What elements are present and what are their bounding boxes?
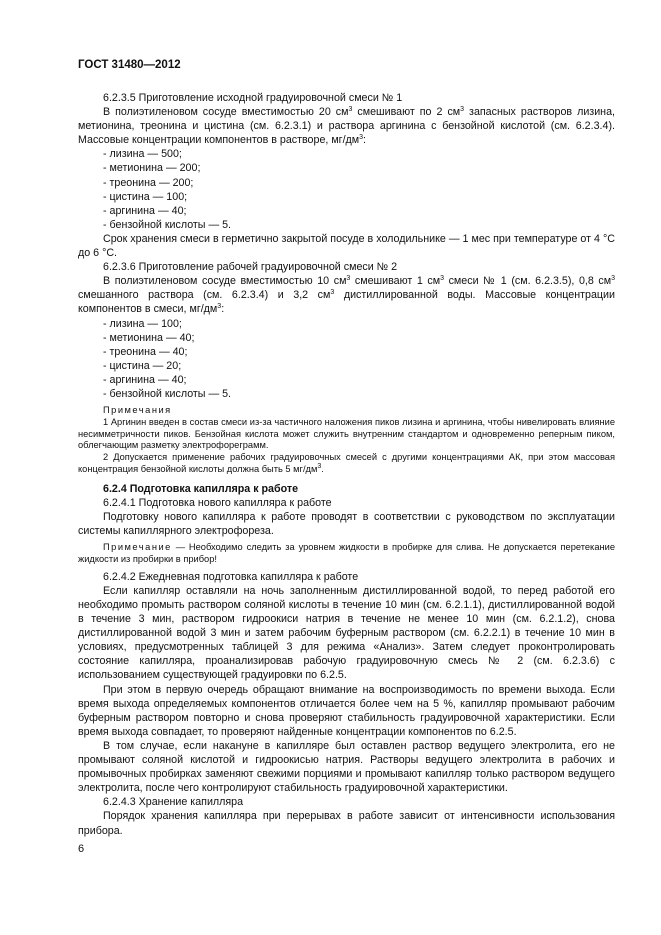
section-6-2-3-5-title: 6.2.3.5 Приготовление исходной градуировочной смеси № 1 [103, 92, 403, 104]
note-2: 2 Допускается применение рабочих градуировочных смесей с другими концентрациями АК, при этом массовая концентрация бензойной кислоты должна быть 5 $мг/дм^3$. [78, 452, 615, 475]
page-content [78, 91, 615, 838]
drain-note: Примечание — Необходимо следить за уровнем жидкости в пробирке для слива. Не допускается перетекание жидкости из пробирки в прибор! [78, 542, 615, 565]
list-item: - аргинина — 40; [103, 373, 187, 386]
list-item: - аргинина — 40; [103, 204, 187, 217]
section-6-2-3-6-title: 6.2.3.6 Приготовление рабочей градуировочной смеси № 2 [103, 261, 398, 274]
section-6-2-4-1-title: 6.2.4.1 Подготовка нового капилляра к работе [103, 496, 332, 509]
section-6-2-4-title: 6.2.4 Подготовка капилляра к работе [103, 482, 299, 495]
section-6-2-4-3-title: 6.2.4.3 Хранение капилляра [103, 796, 244, 809]
list-item: - лизина — 500; [103, 148, 182, 161]
storage-paragraph: Срок хранения смеси в герметично закрытой посуде в холодильнике — 1 мес при температуре от 4 °С до 6 °С. [78, 232, 615, 260]
electrolyte-paragraph: В том случае, если накануне в капилляре был оставлен раствор ведущего электролита, его не промывают соляной кислотой и гидроокисью натрия. Растворы ведущего электролита в рабочих и промывочных пробирках заменяют свежими порциями и промывают капилляр только раствором ведущего электролита, после чего контролируют стабильность градуировочной характеристики. [78, 739, 615, 795]
reproducibility-paragraph: При этом в первую очередь обращают внимание на воспроизводимость по времени выхода. Если время выхода определяемых компонентов отличается более чем на 5 %, капилляр промывают рабочим буферным раствором повторно и снова проверяют стабильность градуировочной характеристики. Если время выхода совпадает, то проверяют найденные концентрации компонентов по 6.2.5. [78, 683, 615, 738]
list-item: - треонина — 40; [103, 345, 188, 358]
list-item: - цистина — 20; [103, 359, 182, 372]
list-item: - треонина — 200; [103, 176, 194, 189]
new-capillary-paragraph: Подготовку нового капилляра к работе проводят в соответствии с руководством по эксплуатации системы капиллярного электрофореза. [78, 511, 615, 538]
page-number: 6 [78, 843, 85, 855]
list-item: - бензойной кислоты — 5. [103, 218, 232, 231]
list-item: - цистина — 100; [103, 190, 188, 203]
list-item: - метионина — 40; [103, 331, 195, 344]
section-6-2-4-2-title: 6.2.4.2 Ежедневная подготовка капилляра к работе [103, 570, 359, 583]
document-header: ГОСТ 31480—2012 [78, 59, 181, 71]
notes-heading: Примечания [103, 405, 172, 416]
list-item: - метионина — 200; [103, 162, 201, 175]
list-item: - бензойной кислоты — 5. [103, 387, 232, 400]
note-1: 1 Аргинин введен в состав смеси из-за частичного наложения пиков лизина и аргинина, чтобы нивелировать влияние несимметричности пиков. Бензойная кислота может служить внутренним стандартом и одновременно реперным пиком, облегчающим разметку электрофореграмм. [78, 416, 615, 451]
daily-prep-paragraph: Если капилляр оставляли на ночь заполненным дистиллированной водой, то перед работой его необходимо промыть раствором соляной кислоты в течение 10 мин (см. 6.2.1.1), дистиллированной водой в течение 3 мин, раствором гидроокиси натрия в течение не менее 10 мин (см. 6.2.1.2), снова дистиллированной водой 3 мин и затем рабочим буферным раствором (см. 6.2.2.1) в течение 10 мин в условиях, предусмотренных таблицей 3 для режима «Анализ». Затем следует проконтролировать состояние капилляра, проанализировав рабочую градуировочную смесь № 2 (см. 6.2.3.6) с использованием существующей градуировки по 6.2.5. [78, 584, 615, 682]
mix1-preparation-paragraph: В полиэтиленовом сосуде вместимостью 20 $см^3$ смешивают по 2 $см^3$ запасных растворов лизина, метионина, треонина и цистина (см. 6.2.3.1) и раствора аргинина с бензойной кислотой (см. 6.2.3.4). Массовые концентрации компонентов в растворе, $мг/дм^3$: [78, 106, 615, 147]
mix2-preparation-paragraph: В полиэтиленовом сосуде вместимостью 10 $см^3$ смешивают 1 $см^3$ смеси № 1 (см. 6.2.3.5), 0,8 $см^3$ смешанного раствора (см. 6.2.3.4) и 3,2 $см^3$ дистиллированной воды. Массовые концентрации компонентов в смеси, $мг/дм^3$: [78, 275, 615, 316]
list-item: - лизина — 100; [103, 317, 182, 330]
storage-order-paragraph: Порядок хранения капилляра при перерывах в работе зависит от интенсивности использования прибора. [78, 810, 615, 837]
